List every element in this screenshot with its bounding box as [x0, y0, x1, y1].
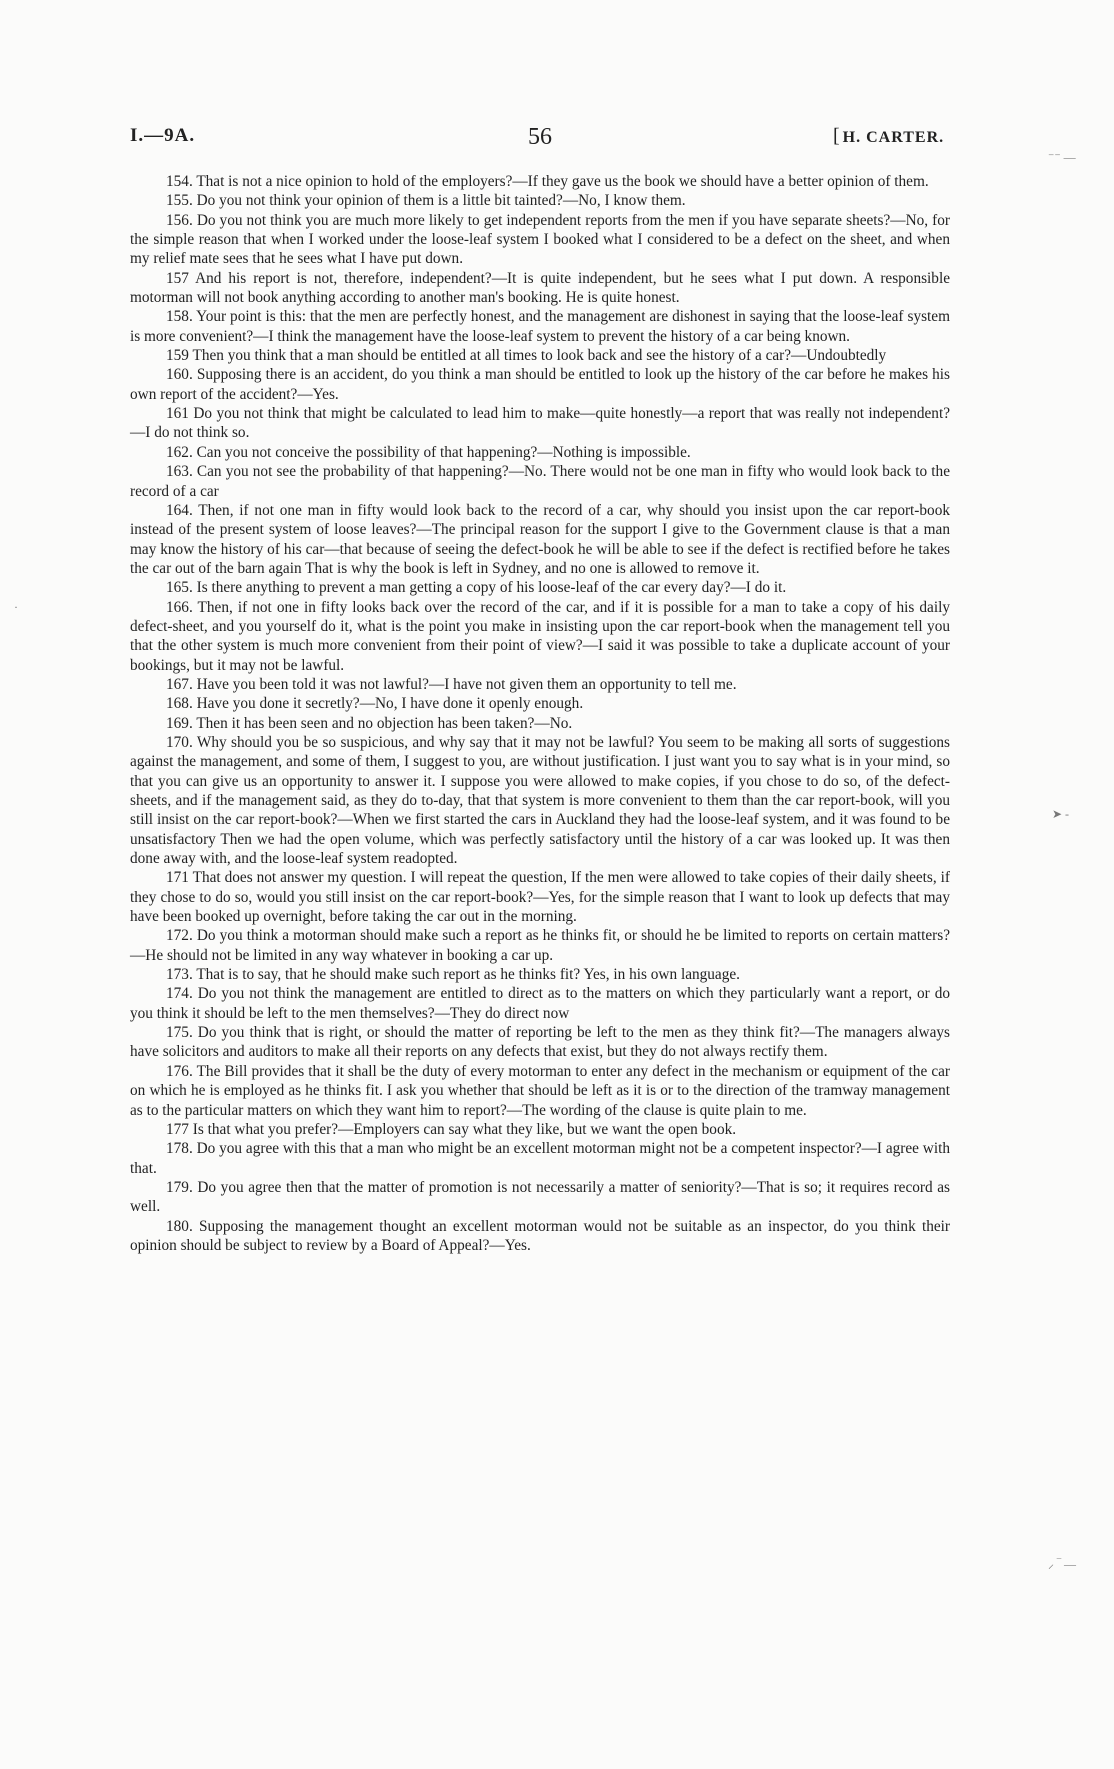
scan-mark: ➤ - [1052, 807, 1070, 821]
question-paragraph: 174. Do you not think the management are entitled to direct as to the matters on which they particularly want a report, or do you think it should be left to the men themselves?—They do direct now [130, 985, 950, 1022]
question-paragraph: 165. Is there anything to prevent a man getting a copy of his loose-leaf of the car every day?—I do it. [166, 579, 787, 597]
question-paragraph: 175. Do you think that is right, or should the matter of reporting be left to the men as they think fit?—The managers always have solicitors and auditors to make all their reports on any defects that exist, but they do not always rectify them. [130, 1024, 950, 1061]
scan-mark: ⸝ ‾ ― [1048, 1557, 1076, 1571]
question-paragraph: 170. Why should you be so suspicious, and why say that it may not be lawful? You seem to be making all sorts of suggestions against the management, and some of them, I suggest to you, are without justification. I just want you to say what is in your mind, so that you can give us an opportunity to answer it. I suppose you were allowed to make copies, if you chose to do so, of the defect-sheets, and if the management said, as they do to-day, that that system is more convenient to them than the car report-book, will you still insist on the car report-book?—When we first started the cars in Auckland they had the loose-leaf system, and it was found to be unsatisfactory Then we had the open volume, which was perfectly satisfactory until the history of a car was looked up. It was then done away with, and the loose-leaf system readopted. [130, 733, 950, 868]
question-paragraph: 180. Supposing the management thought an excellent motorman would not be suitable as an inspector, do you think their opinion should be subject to review by a Board of Appeal?—Yes. [130, 1217, 950, 1254]
question-paragraph: 179. Do you agree then that the matter of promotion is not necessarily a matter of seniority?—That is so; it requires record as well. [130, 1178, 950, 1216]
question-paragraph: 155. Do you not think your opinion of them is a little bit tainted?—No, I know them. [166, 192, 686, 210]
page-header [0, 0, 1114, 170]
question-paragraph: 178. Do you agree with this that a man who might be an excellent motorman might not be a competent inspector?—I agree with that. [130, 1140, 950, 1177]
question-paragraph: 164. Then, if not one man in fifty would look back to the record of a car, why should you insist upon the car report-book instead of the present system of loose leaves?—The principal reason for the support I give to the Government clause is that a man may know the history of his car—that because of seeing the defect-book he will be able to see if the defect is rectified before he takes the car out of the barn again That is why the book is left in Sydney, and no one is allowed to remove it. [130, 501, 950, 577]
question-paragraph: 157 And his report is not, therefore, independent?—It is quite independent, but he sees what I put down. A responsible motorman will not book anything according to another man's booking. He is quite honest. [130, 269, 950, 307]
question-paragraph: 154. That is not a nice opinion to hold of the employers?—If they gave us the book we should have a better opinion of them. [166, 173, 929, 190]
question-paragraph: 168. Have you done it secretly?—No, I have done it openly enough. [166, 695, 584, 713]
transcript-body [130, 172, 950, 1255]
header-bracket: [ [833, 125, 841, 147]
question-paragraph: 166. Then, if not one in fifty looks back over the record of the car, and if it is possible for a man to take a copy of his daily defect-sheet, and you yourself do it, what is the point you make in insisting upon the car report-book when the management tell you that the other system is much more convenient from their point of view?—I said it was possible to take a duplicate account of your bookings, but it may not be lawful. [130, 598, 950, 674]
question-paragraph: 171 That does not answer my question. I will repeat the question, If the men were allowed to take copies of their daily sheets, if they chose to do so, would you still insist on the car report-book?—Yes, for the simple reason that I want to look up defects that may have been booked up overnight, before taking the car out in the morning. [130, 869, 950, 926]
question-paragraph: 162. Can you not conceive the possibility of that happening?—Nothing is impossible. [166, 443, 691, 461]
question-paragraph: 156. Do you not think you are much more likely to get independent reports from the men if you have separate sheets?—No, for the simple reason that when I worked under the loose-leaf system I booked what I considered to be a defect on the sheet, and when my relief mate sees that he sees what I have put down. [130, 211, 950, 268]
question-paragraph: 167. Have you been told it was not lawful?—I have not given them an opportunity to tell me. [166, 675, 737, 693]
question-paragraph: 160. Supposing there is an accident, do you think a man should be entitled to look up the history of the car before he makes his own report of the accident?—Yes. [130, 366, 950, 403]
document-reference: I.—9A. [130, 125, 196, 146]
question-paragraph: 177 Is that what you prefer?—Employers can say what they like, but we want the open book. [166, 1120, 737, 1138]
question-paragraph: 159 Then you think that a man should be entitled at all times to look back and see the history of a car?—Undoubtedly [166, 347, 887, 365]
scan-mark: ⁻⁻ ― [1048, 150, 1076, 164]
page-number: 56 [528, 124, 552, 150]
question-paragraph: 176. The Bill provides that it shall be the duty of every motorman to enter any defect in the mechanism or equipment of the car on which he is employed as he thinks fit. I ask you whether that should be left as it is or to the direction of the tramway management as to the particular matters on which they want him to report?—The wording of the clause is quite plain to me. [130, 1062, 950, 1119]
question-paragraph: 158. Your point is this: that the men are perfectly honest, and the management are dishonest in saying that the loose-leaf system is more convenient?—I think the management have the loose-leaf system to prevent the history of a car being known. [130, 308, 950, 345]
question-paragraph: 172. Do you think a motorman should make such a report as he thinks fit, or should he be limited to reports on certain matters?—He should not be limited in any way whatever in booking a car up. [130, 927, 950, 964]
scan-mark: · [14, 600, 18, 614]
question-paragraph: 169. Then it has been seen and no objection has been taken?—No. [166, 714, 573, 732]
witness-label: H. CARTER. [842, 129, 945, 146]
question-paragraph: 163. Can you not see the probability of that happening?—No. There would not be one man in fifty who would look back to the record of a car [130, 463, 950, 500]
question-paragraph: 173. That is to say, that he should make such report as he thinks fit? Yes, in his own language. [166, 966, 740, 984]
question-paragraph: 161 Do you not think that might be calculated to lead him to make—quite honestly—a report that was really not independent?—I do not think so. [130, 405, 950, 442]
witness-name [833, 125, 944, 148]
